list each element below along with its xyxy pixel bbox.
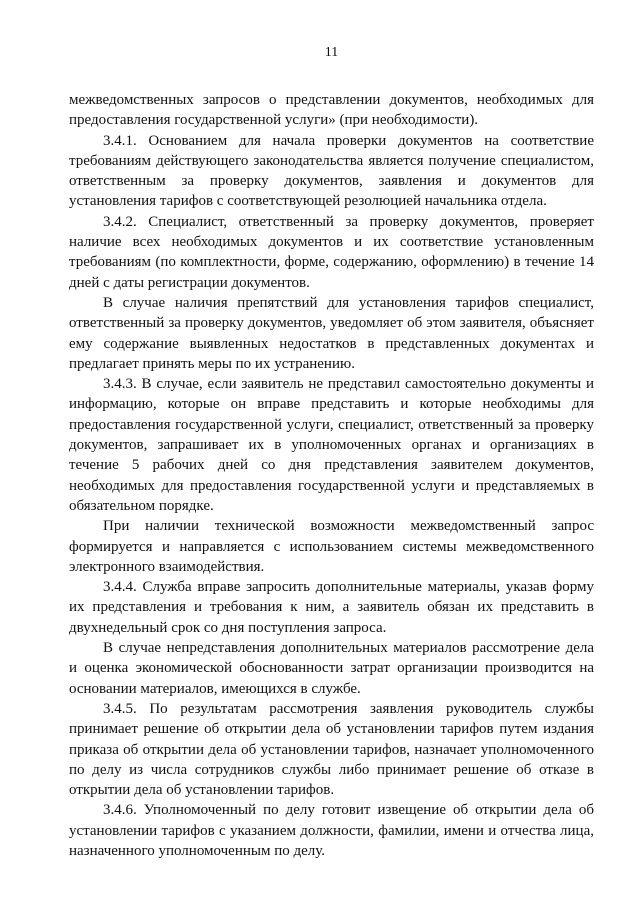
- paragraph-3-4-3: 3.4.3. В случае, если заявитель не представил самостоятельно документы и информацию, которые он вправе представить и которые необходимы для предоставления государственной услуги, специалист, ответственный за проверку документов, запрашивает их в уполномоченных органах и организациях в течение 5 рабочих дней со дня представления заявителем документов, необходимых для предоставления государственной услуги и представляемых в обязательном порядке.: [69, 376, 594, 514]
- paragraph-3-4-5: 3.4.5. По результатам рассмотрения заявления руководитель службы принимает решение об открытии дела об установлении тарифов путем издания приказа об открытии дела об установлении тарифов, назначает уполномоченного по делу из числа сотрудников службы либо принимает решение об отказе в открытии дела об установлении тарифов.: [69, 700, 594, 799]
- paragraph-interagency-request: При наличии технической возможности межведомственный запрос формируется и направляется с использованием системы межведомственного электронного взаимодействия.: [69, 518, 594, 575]
- page-number: 11: [324, 45, 339, 60]
- paragraph-3-4-1: 3.4.1. Основанием для начала проверки документов на соответствие требованиям действующего законодательства является получение специалистом, ответственным за проверку документов, заявления и документов для установления тарифов с соответствующей резолюцией начальника отдела.: [69, 132, 594, 210]
- paragraph-3-4-6: 3.4.6. Уполномоченный по делу готовит извещение об открытии дела об установлении тарифов с указанием должности, фамилии, имени и отчества лица, назначенного уполномоченным по делу.: [69, 802, 594, 859]
- paragraph-3-4-2: 3.4.2. Специалист, ответственный за проверку документов, проверяет наличие всех необходимых документов и их соответствие установленным требованиям (по комплектности, форме, содержанию, оформлению) в течение 14 дней с даты регистрации документов.: [69, 213, 594, 291]
- paragraph-obstacles: В случае наличия препятствий для установления тарифов специалист, ответственный за проверку документов, уведомляет об этом заявителя, объясняет ему содержание выявленных недостатков в представленных документах и предлагает принять меры по их устранению.: [69, 294, 594, 372]
- paragraph-missing-materials: В случае непредставления дополнительных материалов рассмотрение дела и оценка экономической обоснованности затрат организации производится на основании материалов, имеющихся в службе.: [69, 640, 594, 697]
- paragraph-3-4-4: 3.4.4. Служба вправе запросить дополнительные материалы, указав форму их представления и требования к ним, а заявитель обязан их представить в двухнедельный срок со дня поступления запроса.: [69, 579, 594, 636]
- paragraph-continuation: межведомственных запросов о представлении документов, необходимых для предоставления государственной услуги» (при необходимости).: [69, 92, 594, 129]
